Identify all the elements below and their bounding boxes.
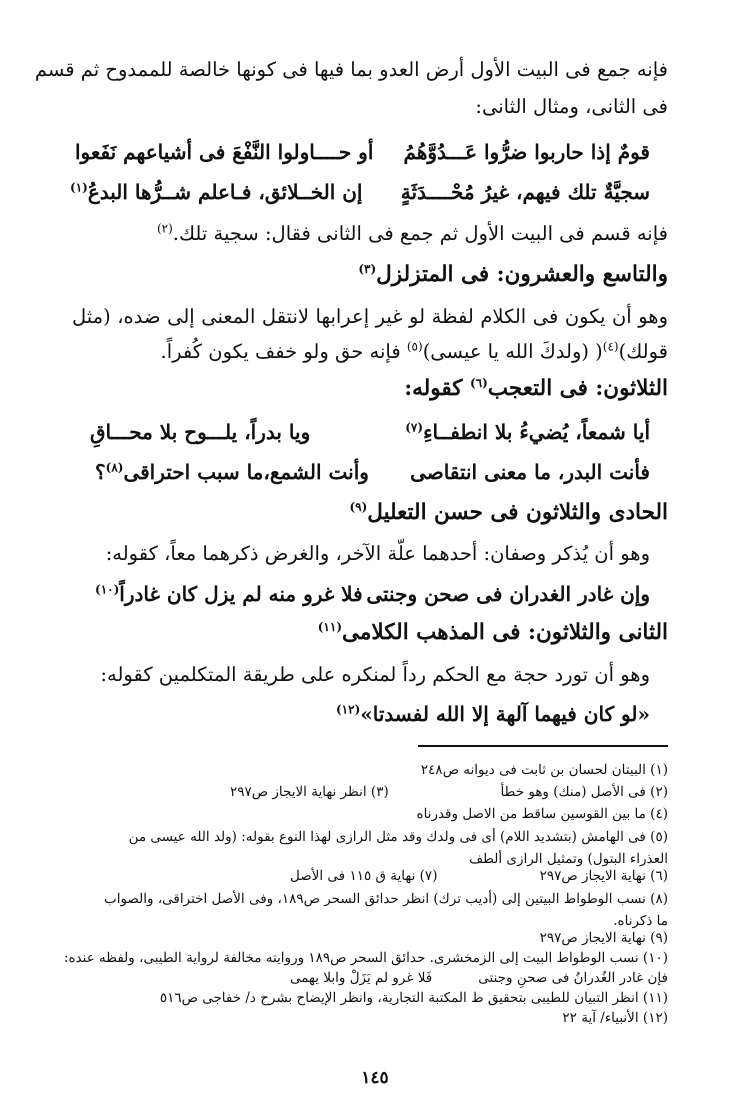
footnote: (١٢) الأنبياء/ آية ٢٢: [562, 1010, 668, 1026]
verse-hemistich: وإن غادر الغدران فى صحن وجنتى: [366, 582, 650, 606]
footnote-marker: (١٢): [335, 702, 361, 717]
paragraph-text: فإنه قسم فى البيت الأول ثم جمع فى الثانى فقال: سجية تلك.: [172, 222, 668, 245]
footnote-marker: (٢): [156, 221, 173, 236]
verse-hemistich: سجيَّةٌ تلك فيهم، غيرُ مُحْــــدَثَةٍ: [400, 180, 650, 204]
footnote: (٨) نسب الوطواط البيتين إلى (أديب ترك) انظر حدائق السحر ص١٨٩، وفى الأصل اختراقى، والصواب ما ذكرناه.: [104, 891, 668, 929]
footnote-text: (٣) انظر نهاية الايجاز ص٢٩٧: [230, 784, 389, 800]
paragraph-line: [72, 222, 668, 245]
footnote: (١٠) نسب الوطواط البيت إلى الزمخشرى. حدائق السحر ص١٨٩ وروايته مخالفة لرواية الطيبى، ولفظه عنده:: [63, 950, 668, 966]
footnote-separator: [418, 745, 668, 747]
verse-hemistich: [70, 180, 363, 204]
heading-text: كقوله:: [404, 376, 470, 401]
footnote-text: (٦) نهاية الايجاز ص٢٩٧: [539, 868, 668, 884]
footnote-marker: (٨): [105, 460, 124, 475]
footnote-verse: [90, 970, 668, 986]
quran-quote: [72, 702, 650, 726]
footnote: [90, 868, 668, 884]
verse-hemistich: [95, 460, 369, 484]
verse-text: أيا شمعاً، يُضيءُ بلا انطفــاءِ: [423, 420, 650, 444]
footnote-marker: (٩): [349, 499, 368, 514]
footnote-marker: (٦): [469, 375, 488, 390]
footnote-marker: (١١): [317, 619, 342, 634]
footnote-text: (٢) فى الأصل (منك) وهو خطأ: [500, 784, 668, 800]
verse-text: وأنت الشمع،ما سبب احتراقى: [123, 460, 369, 484]
paragraph-line: فى الثانى، ومثال الثانى:: [475, 95, 668, 118]
footnote-text: فإن غادر الغُدرانُ فى صحنِ وجنتى: [478, 970, 668, 986]
section-heading: [72, 262, 668, 287]
paragraph-line: وهو أن يكون فى الكلام لفظة لو غير إعرابها لانتقل المعنى إلى ضده، (مثل: [72, 305, 668, 328]
footnote-marker: (١): [70, 180, 88, 195]
footnote-text: (٧) نهاية ق ١١٥ فى الأصل: [290, 868, 438, 884]
verse-hemistich: [405, 420, 650, 444]
verse-text: فلا غرو منه لم يزل كان غادراً: [119, 582, 363, 606]
footnote: (١١) انظر التبيان للطيبى بتحقيق ط المكتبة التجارية، وانظر الإيضاح بشرح د/ خفاجى ص٥١٦: [159, 990, 668, 1006]
footnote: (٩) نهاية الايجاز ص٢٩٧: [539, 930, 668, 946]
quote-text: «لو كان فيهما آلهة إلا الله لفسدتا»: [360, 702, 650, 726]
verse-hemistich: أو حــــاولوا النَّفْعَ فى أشياعهم نَفَعوا: [75, 140, 374, 164]
footnote-text: فَلا غرو لم يَزَلْ وابلا يهمى: [290, 970, 433, 986]
section-heading: [72, 500, 668, 525]
verse-hemistich: فأنت البدر، ما معنى انتقاصى: [410, 460, 650, 484]
paragraph-text: قولك): [618, 340, 668, 363]
heading-text: والتاسع والعشرون: فى المتزلزل: [376, 262, 668, 287]
verse-text: إن الخــلائق، فـاعلم شــرُّها البدعُ: [87, 180, 363, 204]
section-heading: [72, 376, 668, 401]
paragraph-line: فإنه جمع فى البيت الأول أرض العدو بما فيها فى كونها خالصة للممدوح ثم قسم: [34, 58, 668, 81]
paragraph-line: وهو أن يُذكر وصفان: أحدهما علّة الآخر، والغرض ذكرهما معاً، كقوله:: [105, 542, 650, 565]
verse-hemistich: [95, 582, 363, 606]
verse-hemistich: قومٌ إذا حاربوا ضرُّوا عَـــدُوَّهُمُ: [403, 140, 650, 164]
heading-text: الثانى والثلاثون: فى المذهب الكلامى: [342, 620, 668, 645]
footnote: (١) البيتان لحسان بن ثابت فى ديوانه ص٢٤٨: [420, 762, 668, 778]
paragraph-text: فإنه حق ولو خفف يكون كُفراً.: [160, 340, 407, 363]
footnote: (٤) ما بين القوسين ساقط من الاصل وقدرناه: [416, 806, 668, 822]
paragraph-line: وهو أن تورد حجة مع الحكم رداً لمنكره على طريقة المتكلمين كقوله:: [100, 663, 650, 686]
footnote-marker: (١٠): [95, 582, 120, 597]
verse-text: ؟: [95, 460, 106, 484]
page-number: ١٤٥: [361, 1068, 389, 1088]
footnote-marker: (٥): [406, 339, 423, 354]
paragraph-line: [72, 340, 668, 363]
heading-text: الحادى والثلاثون فى حسن التعليل: [367, 500, 668, 525]
footnote: (٥) فى الهامش (بتشديد اللام) أى فى ولدك وقد مثل الرازى لهذا النوع بقوله: (ولد الله عيسى من العذراء البتول) وتمثيل الرازى ألطف: [128, 829, 668, 867]
footnote-marker: (٣): [358, 261, 377, 276]
heading-text: الثلاثون: فى التعجب: [487, 376, 668, 401]
footnote-marker: (٤): [602, 339, 619, 354]
section-heading: [72, 620, 668, 645]
footnote: [90, 784, 668, 800]
footnote-marker: (٧): [405, 420, 424, 435]
verse-hemistich: ويا بدراً، يلـــوح بلا محـــاقِ: [90, 420, 311, 444]
paragraph-text: ( (ولدكَ الله يا عيسى): [422, 340, 603, 363]
